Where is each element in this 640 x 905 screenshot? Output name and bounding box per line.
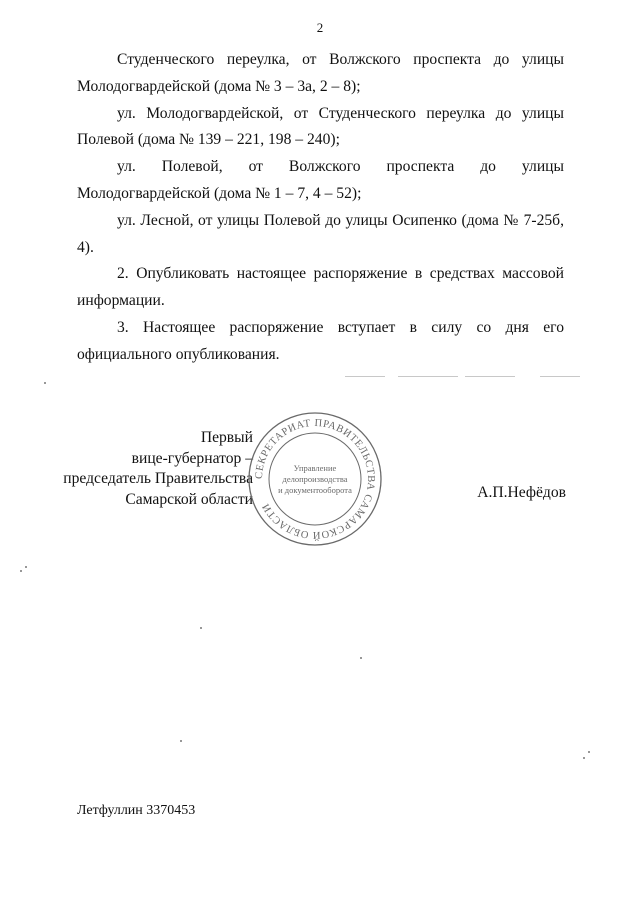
stamp-center-line: делопроизводства xyxy=(282,474,348,484)
scan-speck xyxy=(44,382,46,384)
paragraph-polevaya: ул. Полевой, от Волжского проспекта до улицы Молодогвардейской (дома № 1 – 7, 4 – 52); xyxy=(77,158,564,202)
stamp-center-line: и документооборота xyxy=(278,485,352,495)
scan-speck xyxy=(180,740,182,742)
scan-artifact-line xyxy=(465,376,515,377)
scan-artifact-line xyxy=(540,376,580,377)
official-stamp xyxy=(247,411,383,547)
scan-speck xyxy=(200,627,202,629)
scan-speck xyxy=(360,657,362,659)
paragraph-lesnaya: ул. Лесной, от улицы Полевой до улицы Осипенко (дома № 7-25б, 4). xyxy=(77,211,564,256)
scan-speck xyxy=(583,757,585,759)
signatory-title-line: вице-губернатор – xyxy=(131,449,253,467)
paragraph-molodogvardeyskaya: ул. Молодогвардейской, от Студенческого переулка до улицы Полевой (дома № 139 – 221, 198 – 240); xyxy=(77,104,564,149)
stamp-center-line: Управление xyxy=(293,463,337,473)
paragraph-publish: 2. Опубликовать настоящее распоряжение в средствах массовой информации. xyxy=(77,265,564,310)
scan-speck xyxy=(25,566,27,568)
signatory-name: А.П.Нефёдов xyxy=(477,484,566,501)
scan-artifact-line xyxy=(398,376,458,377)
scan-artifact-line xyxy=(345,376,385,377)
scan-speck xyxy=(20,570,22,572)
signatory-title-line: председатель Правительства xyxy=(63,470,253,487)
scan-speck xyxy=(588,751,590,753)
executor-contact: Летфуллин 3370453 xyxy=(77,803,196,818)
signatory-title xyxy=(60,428,253,510)
signatory-title-line: Самарской области xyxy=(125,490,253,508)
stamp-ring-text: СЕКРЕТАРИАТ ПРАВИТЕЛЬСТВА САМАРСКОЙ ОБЛАСТИ xyxy=(253,417,377,541)
paragraph-studencheskiy: Студенческого переулка, от Волжского проспекта до улицы Молодогвардейской (дома № 3 – 3а, 2 – 8); xyxy=(77,51,564,95)
document-body xyxy=(77,47,564,369)
signatory-title-line: Первый xyxy=(200,429,253,446)
paragraph-effective: 3. Настоящее распоряжение вступает в силу со дня его официального опубликования. xyxy=(77,318,564,363)
page-number: 2 xyxy=(316,20,324,35)
